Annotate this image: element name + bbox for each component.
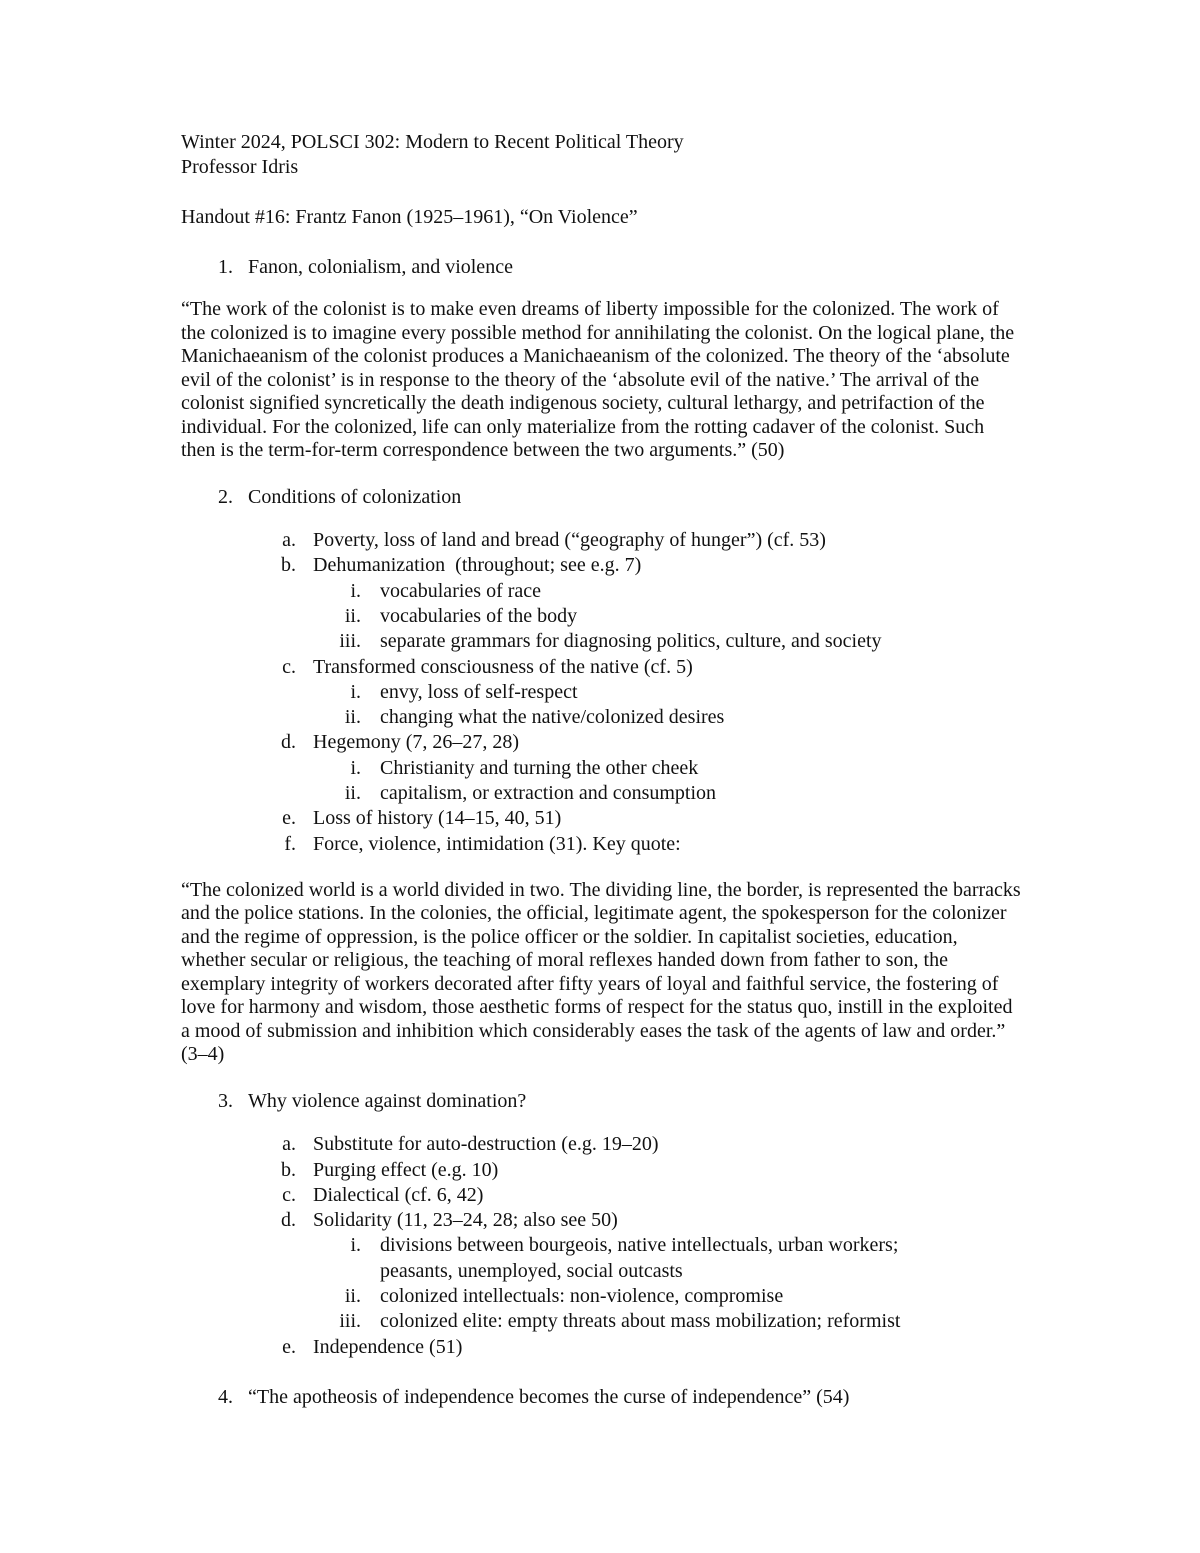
list-item-text: Dehumanization (throughout; see e.g. 7): [313, 554, 642, 577]
list-item-text: capitalism, or extraction and consumption: [380, 782, 717, 805]
list-marker: e.: [282, 1335, 296, 1358]
sub-list-item-continuation: [181, 1259, 1021, 1284]
block-quote: “The colonized world is a world divided in two. The dividing line, the border, is represented the barracks and the police stations. In the colonies, the official, legitimate agent, the spokesperson for the colonizer and the regime of oppression, is the police officer or the soldier. In capitalist societies, education, whether secular or religious, the teaching of moral reflexes handed down from father to son, the exemplary integrity of workers decorated after fifty years of loyal and faithful service, the fostering of love for harmony and wisdom, those aesthetic forms of respect for the status quo, instill in the exploited a mood of submission and inhibition which considerably eases the task of the agents of law and order.” (3–4): [181, 878, 1021, 1066]
section-heading: [181, 1089, 1021, 1114]
list-item-text: Force, violence, intimidation (31). Key quote:: [313, 832, 681, 855]
list-item: [181, 1208, 1021, 1233]
handout-page: [181, 130, 1021, 1410]
list-marker: ii.: [344, 1285, 361, 1308]
sub-list-item: [181, 781, 1021, 806]
list-marker: i.: [350, 756, 361, 779]
list-marker: c.: [282, 1183, 296, 1206]
list-item: [181, 1183, 1021, 1208]
section-number: 1.: [218, 256, 233, 278]
sub-list-item: [181, 579, 1021, 604]
list-item: [181, 1158, 1021, 1183]
sub-list-item: [181, 705, 1021, 730]
list-item-text: Purging effect (e.g. 10): [313, 1158, 499, 1181]
list-item-text: separate grammars for diagnosing politics, culture, and society: [380, 630, 882, 653]
list-marker: i.: [350, 680, 361, 703]
section-heading: [181, 485, 1021, 510]
section-title: “The apotheosis of independence becomes the curse of independence” (54): [248, 1385, 850, 1408]
list-marker: iii.: [339, 1310, 361, 1333]
list-item: [181, 553, 1021, 578]
list-marker: d.: [281, 731, 296, 754]
section-number: 4.: [218, 1385, 233, 1408]
list-marker: iii.: [339, 630, 361, 653]
handout-title: Handout #16: Frantz Fanon (1925–1961), “On Violence”: [181, 206, 638, 228]
list-marker: a.: [282, 1133, 296, 1156]
list-item-text: colonized elite: empty threats about mass mobilization; reformist: [380, 1310, 901, 1333]
list-marker: ii.: [344, 604, 361, 627]
section-heading: [181, 1385, 1021, 1410]
list-marker: i.: [350, 579, 361, 602]
list-marker: e.: [282, 807, 296, 830]
list-item-text: Hegemony (7, 26–27, 28): [313, 731, 520, 754]
list-item-text: Christianity and turning the other cheek: [380, 756, 699, 779]
list-item-text: vocabularies of race: [380, 579, 542, 602]
list-item-text: Solidarity (11, 23–24, 28; also see 50): [313, 1209, 618, 1232]
list-marker: f.: [284, 832, 296, 855]
section-number: 3.: [218, 1089, 233, 1112]
list-item: [181, 730, 1021, 755]
list-item-text: vocabularies of the body: [380, 604, 578, 627]
sub-list-item: [181, 604, 1021, 629]
block-quote: “The work of the colonist is to make even dreams of liberty impossible for the colonized. The work of the colonized is to imagine every possible method for annihilating the colonist. On the logical plane, the Manichaeanism of the colonist produces a Manichaeanism of the colonized. The theory of the ‘absolute evil of the colonist’ is in response to the theory of the ‘absolute evil of the native.’ The arrival of the colonist signified syncretically the death indigenous society, cultural lethargy, and petrifaction of the individual. For the colonized, life can only materialize from the rotting cadaver of the colonist. Such then is the term-for-term correspondence between the two arguments.” (50): [181, 298, 1015, 462]
list-marker: d.: [281, 1209, 296, 1232]
list-item-text: Poverty, loss of land and bread (“geography of hunger”) (cf. 53): [313, 529, 826, 552]
list-marker: ii.: [344, 706, 361, 729]
list-item-text: peasants, unemployed, social outcasts: [380, 1259, 683, 1282]
sub-list-item: [181, 629, 1021, 654]
list-item-text: Transformed consciousness of the native (cf. 5): [313, 655, 693, 678]
list-item-text: Substitute for auto-destruction (e.g. 19–20): [313, 1133, 659, 1156]
list-item-text: changing what the native/colonized desires: [380, 706, 725, 729]
section-number: 2.: [218, 485, 233, 508]
list-marker: b.: [281, 1158, 296, 1181]
list-item: [181, 1335, 1021, 1360]
list-item: [181, 655, 1021, 680]
sub-list-item: [181, 1309, 1021, 1334]
list-item-text: Loss of history (14–15, 40, 51): [313, 807, 562, 830]
list-item-text: envy, loss of self-respect: [380, 680, 578, 703]
list-item: [181, 1132, 1021, 1157]
list-item: [181, 806, 1021, 831]
list-item: [181, 528, 1021, 553]
sub-list-item: [181, 1284, 1021, 1309]
section-heading: [181, 255, 1021, 280]
section-title: Conditions of colonization: [248, 485, 462, 508]
list-marker: c.: [282, 655, 296, 678]
list-marker: b.: [281, 554, 296, 577]
list-item-text: colonized intellectuals: non-violence, compromise: [380, 1285, 784, 1308]
list-item: [181, 832, 1021, 857]
course-title: Winter 2024, POLSCI 302: Modern to Recent Political Theory: [181, 131, 684, 153]
list-marker: a.: [282, 529, 296, 552]
professor-name: Professor Idris: [181, 156, 299, 178]
list-item-text: divisions between bourgeois, native intellectuals, urban workers;: [380, 1234, 899, 1257]
list-marker: i.: [350, 1234, 361, 1257]
section-title: Fanon, colonialism, and violence: [248, 256, 513, 278]
sub-list-item: [181, 1233, 1021, 1258]
section-title: Why violence against domination?: [248, 1089, 527, 1112]
list-item-text: Dialectical (cf. 6, 42): [313, 1183, 484, 1206]
sub-list-item: [181, 680, 1021, 705]
sub-list-item: [181, 756, 1021, 781]
list-item-text: Independence (51): [313, 1335, 463, 1358]
list-marker: ii.: [344, 782, 361, 805]
